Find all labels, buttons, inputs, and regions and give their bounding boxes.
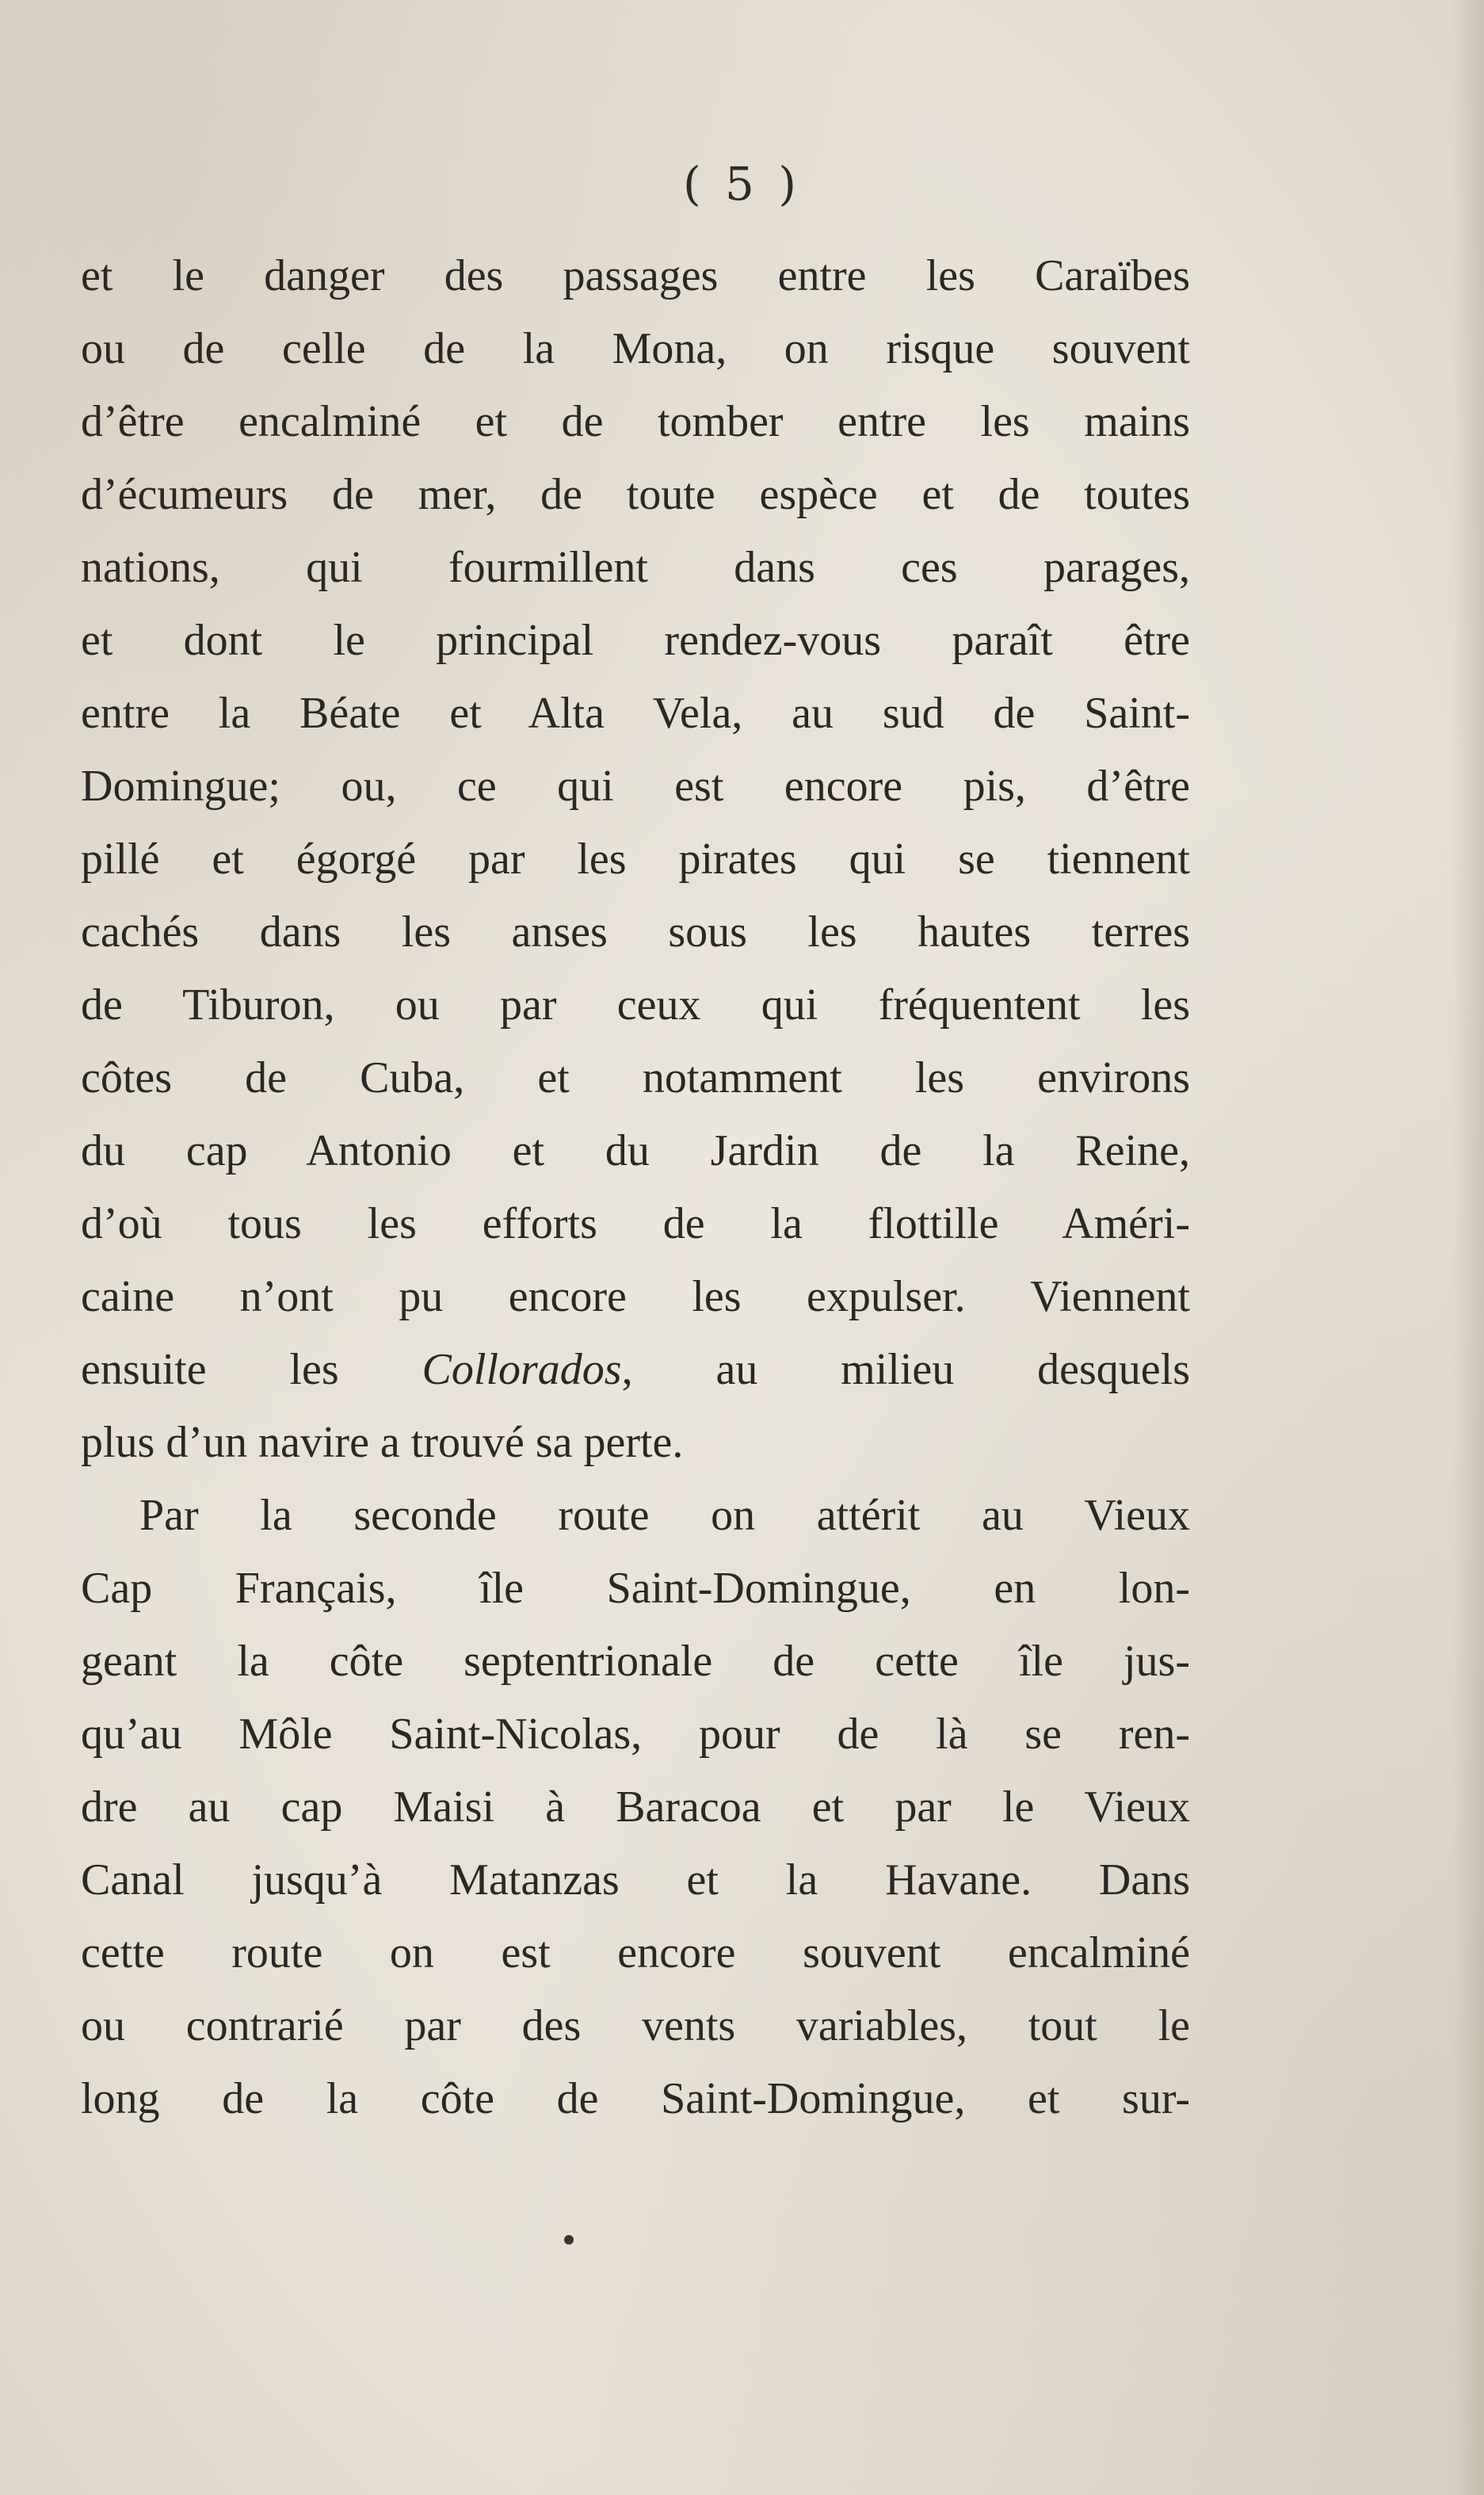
text-line: nations, qui fourmillent dans ces parages, [81,543,1190,592]
italic-ship-name: Collorados [422,1345,622,1394]
text-line [81,1333,1190,1406]
text-line: d’où tous les efforts de la flottille Améri- [81,1199,1190,1248]
text-line: long de la côte de Saint-Domingue, et sur- [81,2074,1190,2123]
text-line: Canal jusqu’à Matanzas et la Havane. Dans [81,1855,1190,1905]
text-line: entre la Béate et Alta Vela, au sud de Saint- [81,689,1190,738]
text-line: du cap Antonio et du Jardin de la Reine, [81,1126,1190,1175]
text-line: cachés dans les anses sous les hautes terres [81,907,1190,957]
page-edge-shadow [1452,0,1484,2495]
text-line-paragraph-start: Par la seconde route on attérit au Vieux [139,1491,1190,1540]
text-fragment: , au milieu desquels [621,1345,1190,1394]
text-line: pillé et égorgé par les pirates qui se tiennent [81,835,1190,884]
text-line: cette route on est encore souvent encalminé [81,1928,1190,1977]
text-line: d’écumeurs de mer, de toute espèce et de toutes [81,470,1190,519]
text-line: et dont le principal rendez-vous paraît être [81,616,1190,665]
text-line-paragraph-end: plus d’un navire a trouvé sa perte. [81,1418,684,1467]
text-line: caine n’ont pu encore les expulser. Viennent [81,1272,1190,1321]
text-line: côtes de Cuba, et notamment les environs [81,1053,1190,1102]
text-line: ou contrarié par des vents variables, tout le [81,2001,1190,2050]
ink-dot-mark [564,2235,574,2245]
body-text [81,239,1190,2135]
text-line: qu’au Môle Saint-Nicolas, pour de là se ren- [81,1710,1190,1759]
text-line: d’être encalminé et de tomber entre les mains [81,397,1190,446]
page-number: ( 5 ) [682,157,802,211]
text-line: Cap Français, île Saint-Domingue, en lon- [81,1564,1190,1613]
text-line: de Tiburon, ou par ceux qui fréquentent les [81,980,1190,1030]
text-line: Domingue; ou, ce qui est encore pis, d’être [81,762,1190,811]
text-line: dre au cap Maisi à Baracoa et par le Vieux [81,1782,1190,1832]
text-fragment: ensuite les [81,1345,422,1394]
text-line: ou de celle de la Mona, on risque souvent [81,324,1190,373]
text-line: geant la côte septentrionale de cette île jus- [81,1637,1190,1686]
text-line: et le danger des passages entre les Caraïbes [81,251,1190,300]
